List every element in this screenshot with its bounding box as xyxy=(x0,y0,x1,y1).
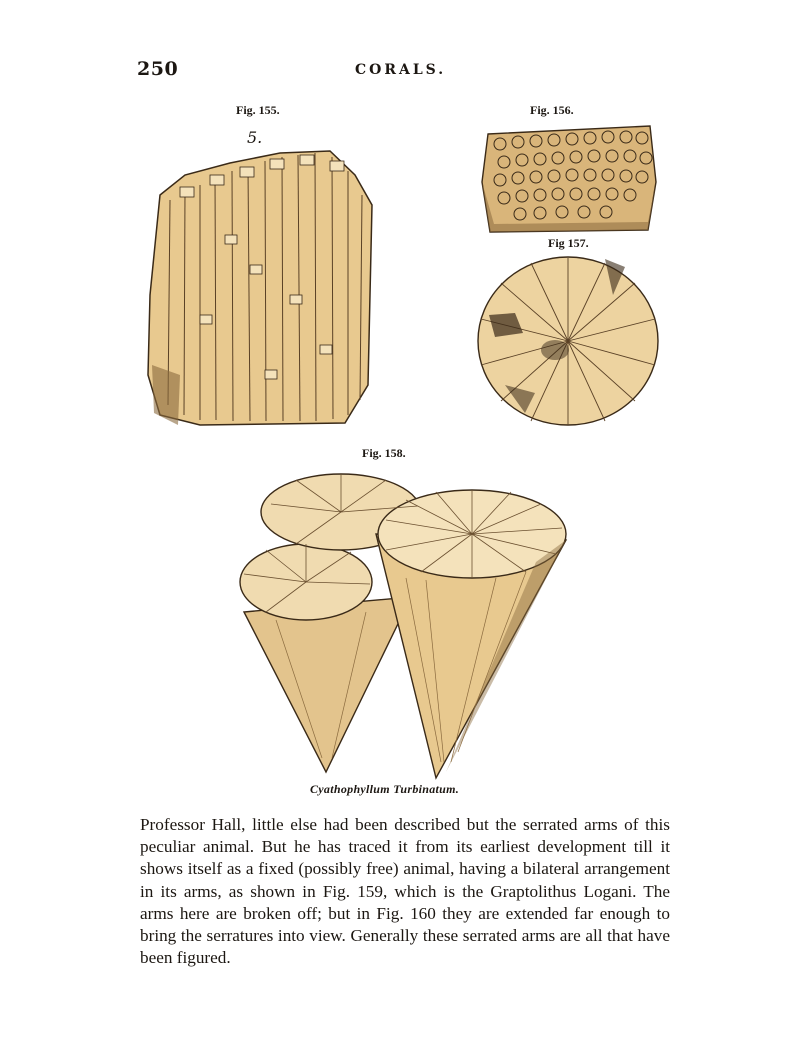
fig-157-coral-section xyxy=(475,255,661,427)
running-head: CORALS. xyxy=(355,62,447,78)
fig-158-cup-corals xyxy=(236,462,568,780)
fig-155-columnar-coral xyxy=(140,145,380,430)
body-text xyxy=(140,814,670,969)
fig-156-label: Fig. 156. xyxy=(530,103,574,117)
fig-155-mark: 5. xyxy=(247,128,263,147)
page-number: 250 xyxy=(137,58,179,80)
fig-158-caption: Cyathophyllum Turbinatum. xyxy=(310,782,460,796)
fig-155-label: Fig. 155. xyxy=(236,103,280,117)
fig-157-label: Fig 157. xyxy=(548,236,589,250)
fig-156-honeycomb-coral xyxy=(480,122,660,237)
body-paragraph: Professor Hall, little else had been described but the serrated arms of this peculiar animal. But he has traced it from its earliest development till it shows itself as a fixed (possibly free) animal, having a bilateral arrangement in its arms, as shown in Fig. 159, which is the Graptolithus Logani. The arms here are broken off; but in Fig. 160 they are extended far enough to bring the serratures into view. Generally these serrated arms are all that have been figured. xyxy=(140,815,670,968)
fig-158-label: Fig. 158. xyxy=(362,446,406,460)
